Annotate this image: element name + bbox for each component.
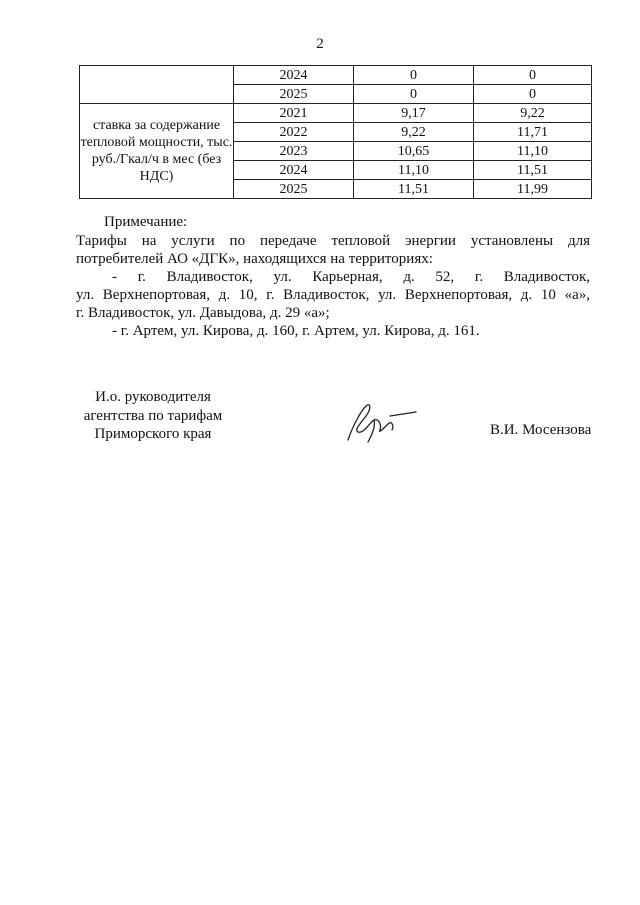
year-cell: 2021: [234, 104, 354, 123]
value-cell: 11,51: [474, 161, 592, 180]
value-cell: 0: [354, 66, 474, 85]
year-cell: 2022: [234, 123, 354, 142]
value-cell: 11,71: [474, 123, 592, 142]
value-cell: 0: [474, 66, 592, 85]
signatory-name: В.И. Мосензова: [490, 422, 592, 438]
page-number: 2: [316, 36, 324, 52]
note-title: Примечание:: [104, 214, 188, 230]
value-cell: 0: [474, 85, 592, 104]
value-cell: 11,10: [474, 142, 592, 161]
year-cell: 2023: [234, 142, 354, 161]
empty-label-cell: [80, 66, 234, 104]
signatory-title-line: агентства по тарифам: [83, 407, 223, 424]
value-cell: 11,51: [354, 180, 474, 199]
value-cell: 9,22: [474, 104, 592, 123]
note-item: - г. Владивосток, ул. Карьерная, д. 52, г. Владивосток,: [112, 269, 590, 285]
year-cell: 2025: [234, 180, 354, 199]
signatory-title-line: И.о. руководителя: [95, 389, 211, 405]
value-cell: 9,17: [354, 104, 474, 123]
value-cell: 0: [354, 85, 474, 104]
note-item-continued: ул. Верхнепортовая, д. 10, г. Владивосток, ул. Верхнепортовая, д. 10 «а»,: [76, 287, 590, 303]
signatory-title-line: Приморского края: [94, 426, 212, 442]
value-cell: 11,10: [354, 161, 474, 180]
table-row: [80, 66, 592, 85]
tariff-table: [79, 65, 592, 199]
value-cell: 10,65: [354, 142, 474, 161]
table-row: [80, 104, 592, 123]
value-cell: 9,22: [354, 123, 474, 142]
year-cell: 2024: [234, 66, 354, 85]
value-cell: 11,99: [474, 180, 592, 199]
note-item: - г. Артем, ул. Кирова, д. 160, г. Артем, ул. Кирова, д. 161.: [112, 323, 480, 339]
year-cell: 2024: [234, 161, 354, 180]
note-intro-line: Тарифы на услуги по передаче тепловой энергии установлены для: [76, 233, 590, 249]
year-cell: 2025: [234, 85, 354, 104]
note-item-continued: г. Владивосток, ул. Давыдова, д. 29 «а»;: [76, 305, 330, 321]
note-intro-line: потребителей АО «ДГК», находящихся на территориях:: [76, 251, 433, 267]
rate-label-cell: ставка за содержание тепловой мощности, тыс. руб./Гкал/ч в мес (без НДС): [80, 104, 234, 199]
signatory-title: [78, 388, 228, 444]
handwritten-signature: [340, 398, 420, 448]
